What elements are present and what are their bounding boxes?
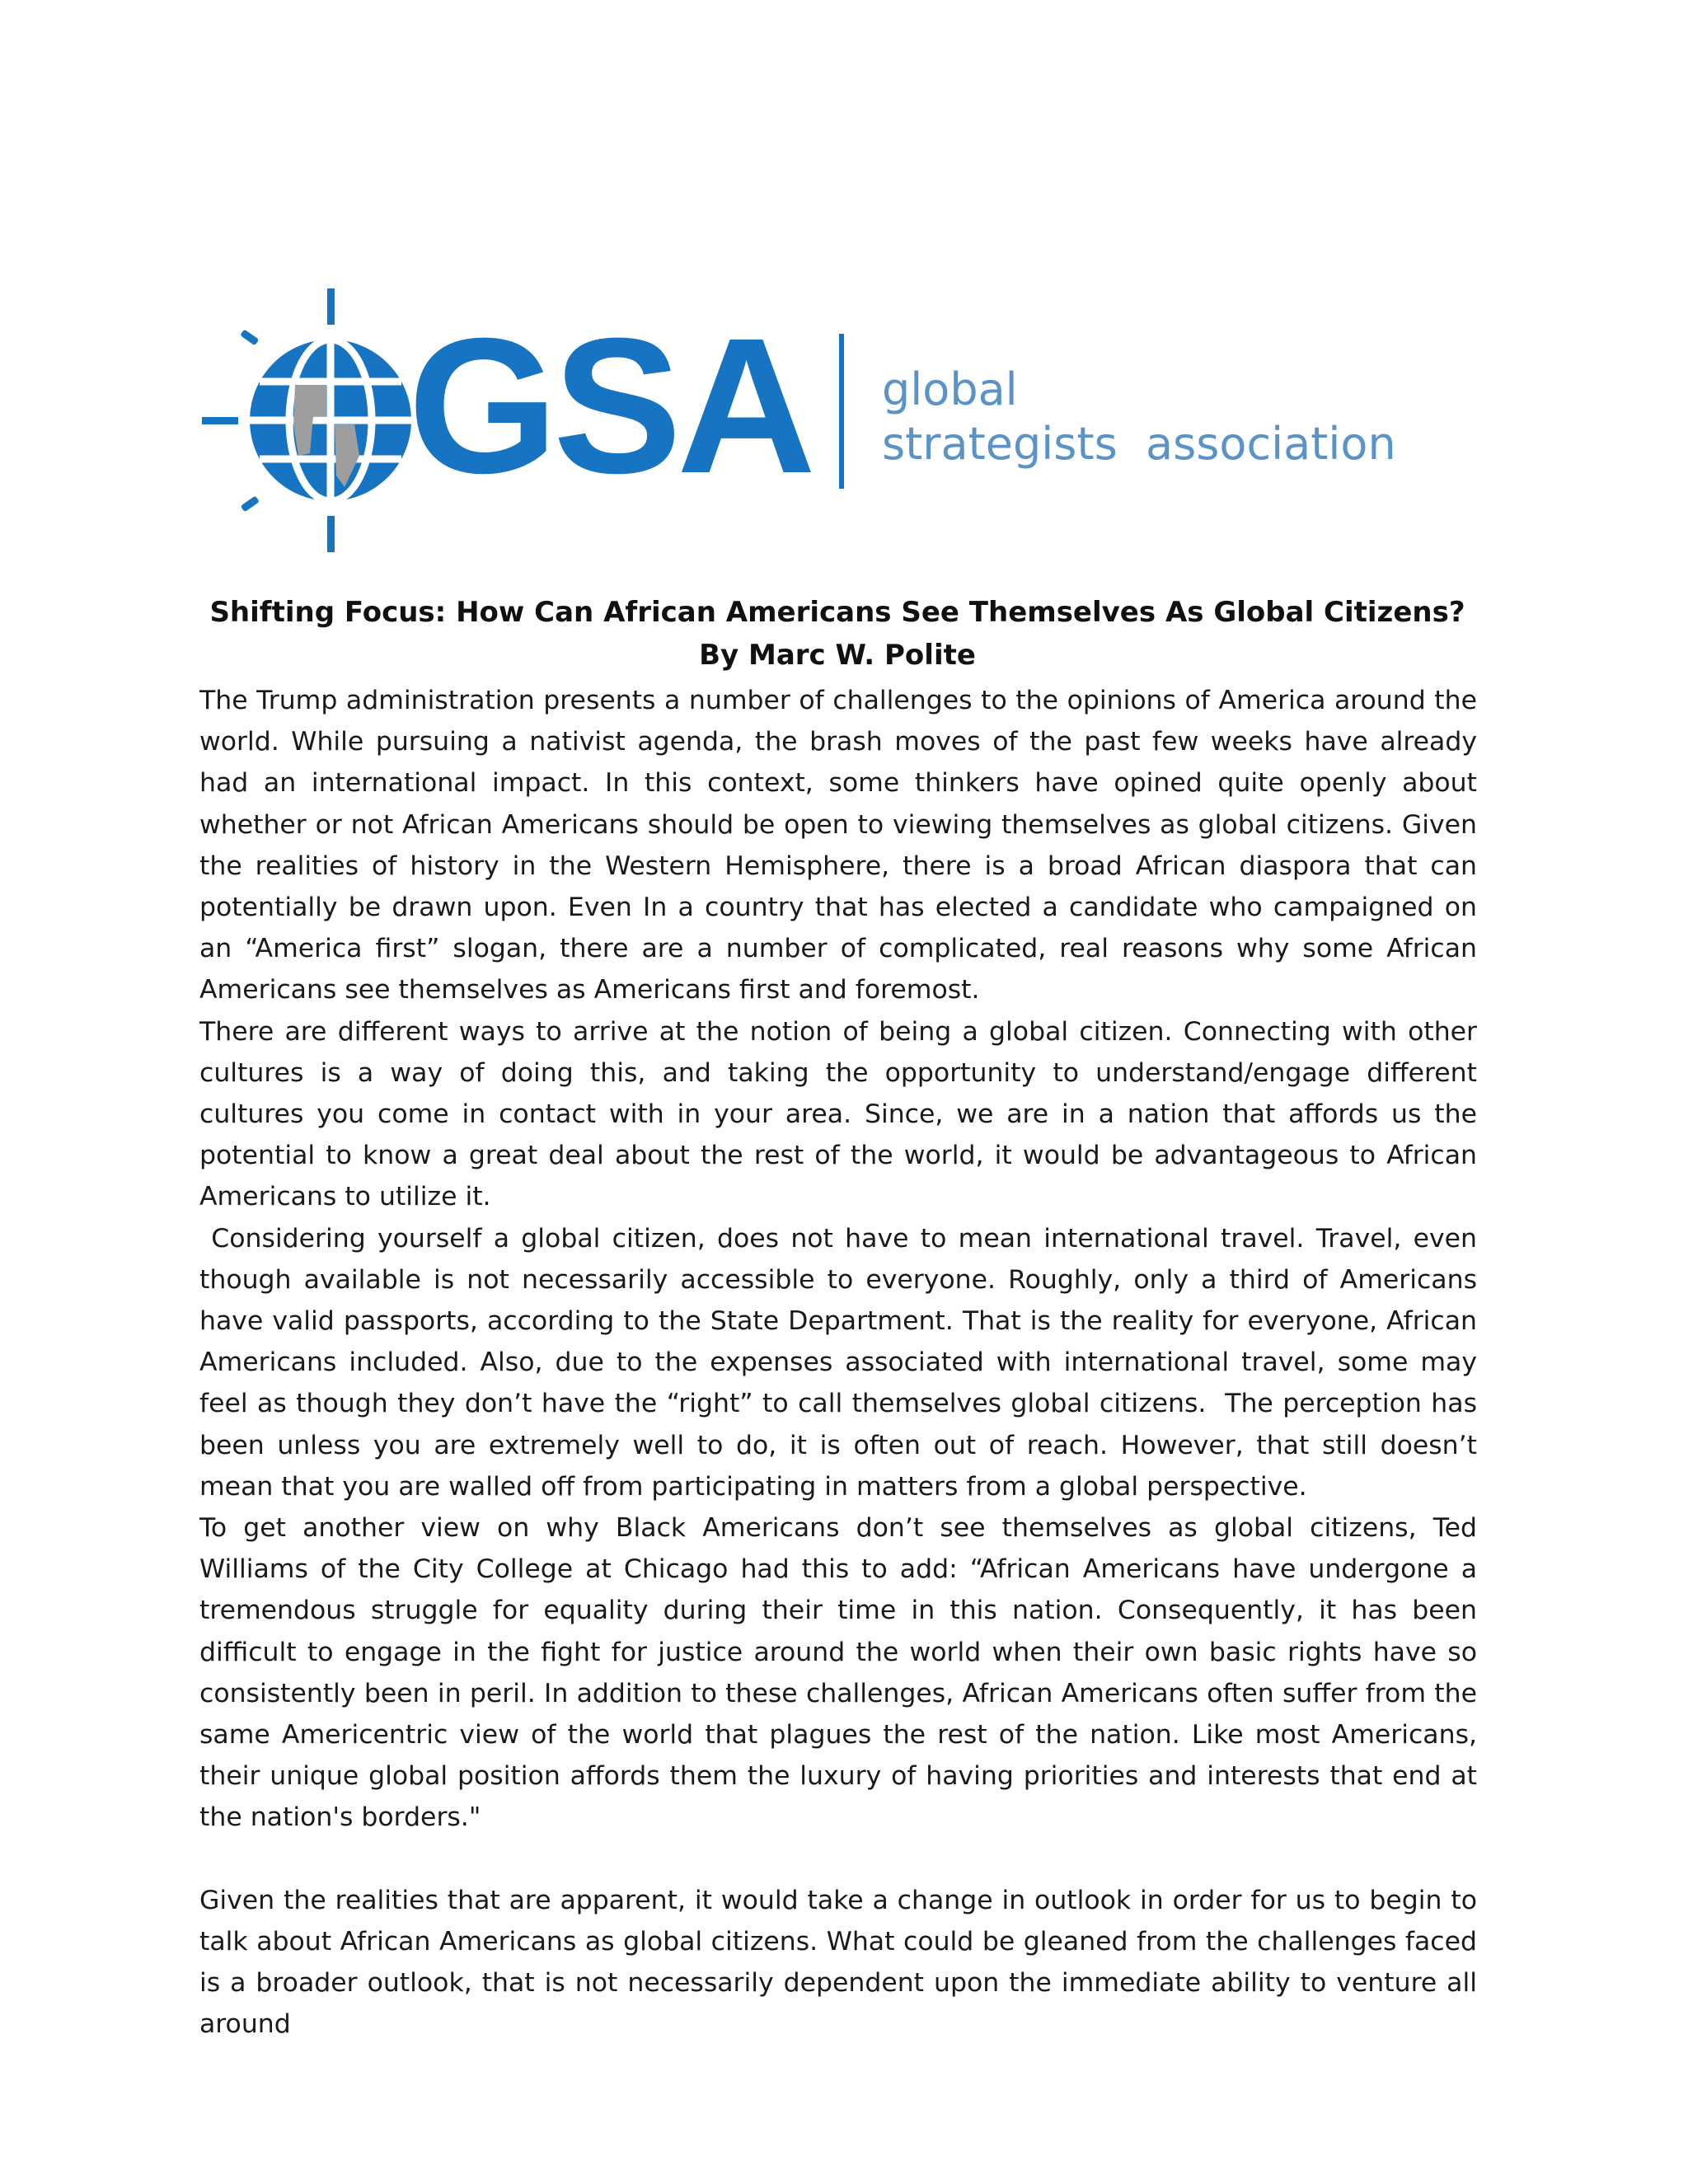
paragraph: Given the realities that are apparent, it would take a change in outlook in order for us to begin to talk about African Americans as global citizens. What could be gleaned from the challenges faced is a broader outlook, that is not necessarily dependent upon the immediate ability to venture all around bbox=[199, 1885, 1477, 2040]
globe-compass-icon bbox=[198, 284, 412, 556]
article-title: Shifting Focus: How Can African Americans See Themselves As Global Citizens? bbox=[209, 596, 1465, 629]
paragraph: Considering yourself a global citizen, does not have to mean international travel. Travel, even though available is not necessarily accessible to everyone. Roughly, only a third of Americans have valid passports, according to the State Department. That is the reality for everyone, African Americans included. Also, due to the expenses associated with international travel, some may feel as though they don’t have the “right” to call themselves global citizens. The perception has been unless you are extremely well to do, it is often out of reach. However, that still doesn’t mean that you are walled off from participating in matters from a global perspective. bbox=[199, 1223, 1486, 1502]
logo-tagline bbox=[882, 363, 1396, 471]
article-body bbox=[199, 680, 1486, 2046]
logo-tagline-line1: global bbox=[882, 363, 1018, 415]
logo-divider bbox=[839, 334, 844, 489]
paragraph: The Trump administration presents a number of challenges to the opinions of America around the world. While pursuing a nativist agenda, the brash moves of the past few weeks have already had an international impact. In this context, some thinkers have opined quite openly about whether or not African Americans should be open to viewing themselves as global citizens. Given the realities of history in the Western Hemisphere, there is a broad African diaspora that can potentially be drawn upon. Even In a country that has elected a candidate who campaigned on an “America first” slogan, there are a number of complicated, real reasons why some African Americans see themselves as Americans first and foremost. bbox=[199, 686, 1477, 1005]
article-header bbox=[198, 591, 1477, 677]
paragraph: To get another view on why Black Americans don’t see themselves as global citizens, Ted Williams of the City College at Chicago had this to add: “African Americans have undergone a tremendous struggle for equality during their time in this nation. Consequently, it has been difficult to engage in the fight for justice around the world when their own basic rights have so consistently been in peril. In addition to these challenges, African Americans often suffer from the same Americentric view of the world that plagues the rest of the nation. Like most Americans, their unique global position affords them the luxury of having priorities and interests that end at the nation's borders." bbox=[199, 1513, 1477, 1833]
logo-wordmark: GSA bbox=[408, 298, 812, 513]
paragraph: There are different ways to arrive at the notion of being a global citizen. Connecting with other cultures is a way of doing this, and taking the opportunity to understand/engage different cultures you come in contact with in your area. Since, we are in a nation that affords us the potential to know a great deal about the rest of the world, it would be advantageous to African Americans to utilize it. bbox=[199, 1016, 1477, 1212]
gsa-logo bbox=[198, 284, 1396, 556]
logo-tagline-line2: strategists association bbox=[882, 418, 1396, 470]
article-byline: By Marc W. Polite bbox=[699, 639, 976, 672]
